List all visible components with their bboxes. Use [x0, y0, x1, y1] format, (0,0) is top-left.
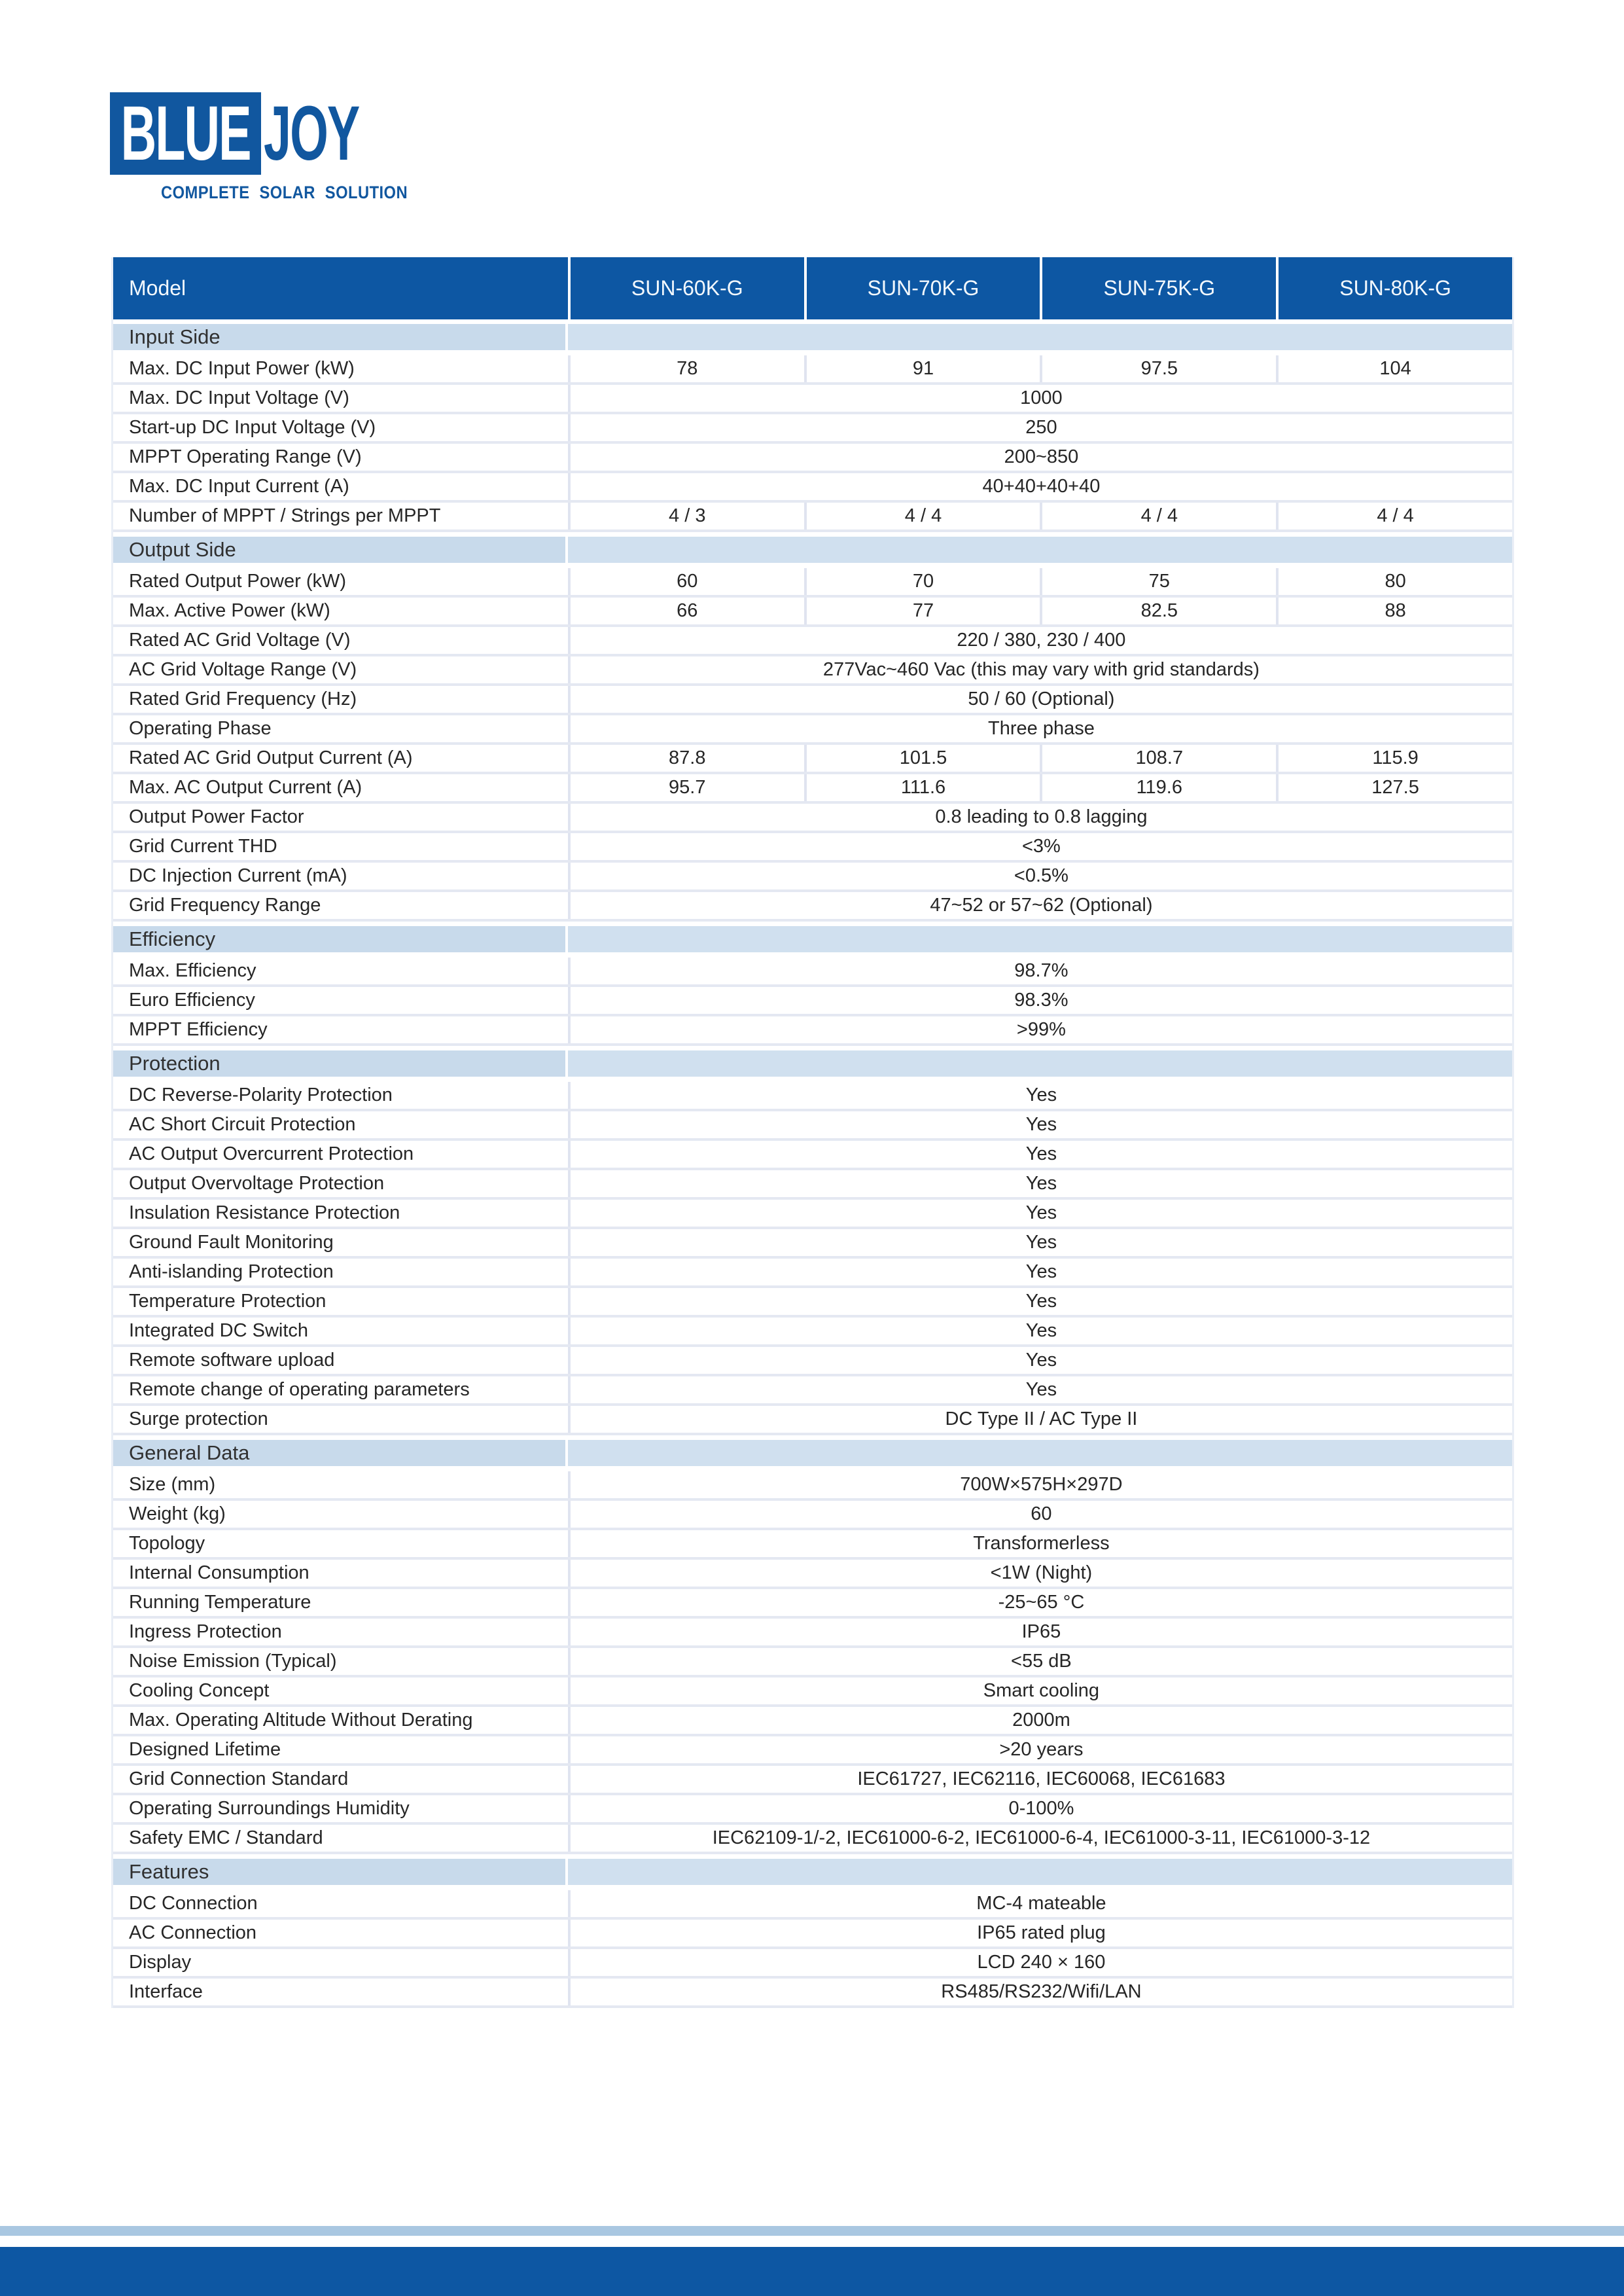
table-row — [113, 686, 1512, 715]
row-label: AC Grid Voltage Range (V) — [129, 659, 357, 680]
table-row — [113, 1825, 1512, 1854]
row-value: 82.5 — [1040, 598, 1276, 624]
table-row — [113, 987, 1512, 1016]
row-value-merged: Yes — [568, 1347, 1512, 1374]
row-value: 4 / 3 — [568, 503, 804, 529]
row-value-merged: LCD 240 × 160 — [568, 1949, 1512, 1976]
row-value-merged: Yes — [568, 1200, 1512, 1227]
section-fill — [568, 1050, 1512, 1077]
table-row — [113, 1111, 1512, 1141]
section-row-input-side — [113, 324, 1512, 350]
row-value-merged: <3% — [568, 833, 1512, 860]
row-label: Rated AC Grid Voltage (V) — [129, 630, 351, 651]
row-label: Operating Phase — [129, 718, 272, 739]
row-value-merged: Yes — [568, 1141, 1512, 1168]
row-value-merged: Yes — [568, 1259, 1512, 1285]
row-value-merged: Transformerless — [568, 1530, 1512, 1557]
row-label: Integrated DC Switch — [129, 1320, 309, 1341]
table-row — [113, 958, 1512, 987]
table-row — [113, 1016, 1512, 1046]
table-row — [113, 745, 1512, 774]
logo-word-joy: JOY — [264, 90, 359, 177]
row-value-merged: 250 — [568, 414, 1512, 441]
table-row — [113, 1318, 1512, 1347]
row-label: Max. DC Input Power (kW) — [129, 358, 355, 379]
row-label: Number of MPPT / Strings per MPPT — [129, 505, 441, 526]
section-title-efficiency: Efficiency — [113, 926, 568, 952]
table-row — [113, 568, 1512, 598]
row-label: Max. Efficiency — [129, 960, 256, 981]
spec-table — [111, 257, 1514, 2008]
table-row — [113, 892, 1512, 922]
logo-tagline: COMPLETE SOLAR SOLUTION — [161, 183, 408, 202]
row-value-merged: 200~850 — [568, 444, 1512, 471]
row-label: AC Connection — [129, 1922, 257, 1943]
table-row — [113, 444, 1512, 473]
table-row — [113, 414, 1512, 444]
row-value-merged: <55 dB — [568, 1648, 1512, 1675]
row-label: Surge protection — [129, 1408, 268, 1429]
section-title-protection: Protection — [113, 1050, 568, 1077]
table-row — [113, 1979, 1512, 2008]
model-name-header-4: SUN-80K-G — [1276, 257, 1512, 319]
model-column-header: Model — [129, 276, 186, 300]
table-row — [113, 1736, 1512, 1766]
row-value: 80 — [1276, 568, 1512, 595]
table-row — [113, 503, 1512, 532]
table-row — [113, 1795, 1512, 1825]
row-label: Max. AC Output Current (A) — [129, 777, 362, 798]
row-value-merged: 700W×575H×297D — [568, 1471, 1512, 1498]
row-label: Topology — [129, 1533, 205, 1554]
table-row — [113, 355, 1512, 385]
row-value-merged: <0.5% — [568, 863, 1512, 889]
row-value-merged: Yes — [568, 1318, 1512, 1344]
table-row — [113, 863, 1512, 892]
row-label: Max. DC Input Current (A) — [129, 476, 349, 497]
logo-blue-box — [110, 92, 261, 175]
table-row — [113, 833, 1512, 863]
row-value-merged: 98.3% — [568, 987, 1512, 1014]
row-label: Internal Consumption — [129, 1562, 309, 1583]
row-label: Max. Active Power (kW) — [129, 600, 330, 621]
table-row — [113, 1141, 1512, 1170]
row-value-merged: MC-4 mateable — [568, 1890, 1512, 1917]
row-value-merged: Yes — [568, 1111, 1512, 1138]
row-value: 4 / 4 — [804, 503, 1040, 529]
row-value-merged: Yes — [568, 1288, 1512, 1315]
row-label: Ingress Protection — [129, 1621, 282, 1642]
row-value-merged: IP65 rated plug — [568, 1920, 1512, 1946]
section-row-efficiency — [113, 926, 1512, 952]
row-label: Max. DC Input Voltage (V) — [129, 387, 349, 408]
section-title-general-data: General Data — [113, 1440, 568, 1466]
table-row — [113, 715, 1512, 745]
table-row — [113, 1259, 1512, 1288]
row-value: 91 — [804, 355, 1040, 382]
row-label: Remote change of operating parameters — [129, 1379, 470, 1400]
row-value: 4 / 4 — [1276, 503, 1512, 529]
row-value-merged: 50 / 60 (Optional) — [568, 686, 1512, 713]
section-fill — [568, 926, 1512, 952]
row-label: DC Connection — [129, 1893, 258, 1914]
model-name-header-1: SUN-60K-G — [568, 257, 804, 319]
row-label: Display — [129, 1952, 192, 1973]
row-value-merged: Three phase — [568, 715, 1512, 742]
row-value-merged: >20 years — [568, 1736, 1512, 1763]
row-value-merged: Yes — [568, 1229, 1512, 1256]
row-value-merged: Yes — [568, 1376, 1512, 1403]
row-value: 104 — [1276, 355, 1512, 382]
row-value-merged: 98.7% — [568, 958, 1512, 984]
row-label: Output Overvoltage Protection — [129, 1173, 385, 1194]
row-value: 127.5 — [1276, 774, 1512, 801]
table-row — [113, 1648, 1512, 1677]
section-title-features: Features — [113, 1859, 568, 1885]
row-value: 111.6 — [804, 774, 1040, 801]
table-row — [113, 656, 1512, 686]
row-value: 4 / 4 — [1040, 503, 1276, 529]
row-label: Max. Operating Altitude Without Derating — [129, 1710, 473, 1731]
row-value-merged: Yes — [568, 1082, 1512, 1109]
table-row — [113, 1707, 1512, 1736]
table-row — [113, 1229, 1512, 1259]
row-label: Weight (kg) — [129, 1503, 226, 1524]
row-value-merged: 47~52 or 57~62 (Optional) — [568, 892, 1512, 919]
row-label: Temperature Protection — [129, 1291, 327, 1312]
row-value-merged: IEC62109-1/-2, IEC61000-6-2, IEC61000-6-4, IEC61000-3-11, IEC61000-3-12 — [568, 1825, 1512, 1852]
section-row-protection — [113, 1050, 1512, 1077]
section-fill — [568, 1859, 1512, 1885]
row-label: Grid Connection Standard — [129, 1768, 349, 1789]
section-row-output-side — [113, 537, 1512, 563]
table-row — [113, 627, 1512, 656]
bluejoy-logo — [110, 92, 442, 203]
row-value-merged: IP65 — [568, 1619, 1512, 1645]
row-label: Running Temperature — [129, 1592, 311, 1613]
table-row — [113, 1619, 1512, 1648]
row-label: Euro Efficiency — [129, 990, 255, 1011]
row-value-merged: 0-100% — [568, 1795, 1512, 1822]
logo-wordmark — [110, 92, 442, 175]
section-row-general-data — [113, 1440, 1512, 1466]
table-row — [113, 598, 1512, 627]
row-value-merged: IEC61727, IEC62116, IEC60068, IEC61683 — [568, 1766, 1512, 1793]
row-label: DC Injection Current (mA) — [129, 865, 347, 886]
section-fill — [568, 537, 1512, 563]
table-row — [113, 1501, 1512, 1530]
row-value-merged: Yes — [568, 1170, 1512, 1197]
row-label: Safety EMC / Standard — [129, 1827, 323, 1848]
row-value-merged: 2000m — [568, 1707, 1512, 1734]
row-value: 119.6 — [1040, 774, 1276, 801]
row-value-merged: 60 — [568, 1501, 1512, 1528]
row-value-merged: 0.8 leading to 0.8 lagging — [568, 804, 1512, 831]
table-row — [113, 1589, 1512, 1619]
model-name-header-3: SUN-75K-G — [1040, 257, 1276, 319]
logo-word-blue: BLUE — [120, 90, 251, 177]
row-value: 88 — [1276, 598, 1512, 624]
row-value: 108.7 — [1040, 745, 1276, 772]
table-row — [113, 1288, 1512, 1318]
footer-light-bar — [0, 2226, 1624, 2236]
section-title-input-side: Input Side — [113, 324, 568, 350]
table-row — [113, 1170, 1512, 1200]
table-row — [113, 1471, 1512, 1501]
row-label: Start-up DC Input Voltage (V) — [129, 417, 376, 438]
table-row — [113, 385, 1512, 414]
row-value: 77 — [804, 598, 1040, 624]
section-row-features — [113, 1859, 1512, 1885]
table-row — [113, 1376, 1512, 1406]
row-value: 97.5 — [1040, 355, 1276, 382]
row-label: Designed Lifetime — [129, 1739, 281, 1760]
section-fill — [568, 1440, 1512, 1466]
table-row — [113, 1949, 1512, 1979]
row-label: MPPT Operating Range (V) — [129, 446, 362, 467]
table-row — [113, 1766, 1512, 1795]
row-label: Remote software upload — [129, 1350, 335, 1371]
table-row — [113, 1560, 1512, 1589]
row-label: Interface — [129, 1981, 203, 2002]
row-value: 66 — [568, 598, 804, 624]
row-label: AC Output Overcurrent Protection — [129, 1143, 414, 1164]
table-row — [113, 804, 1512, 833]
row-label: MPPT Efficiency — [129, 1019, 268, 1040]
table-row — [113, 1200, 1512, 1229]
row-label: Rated Output Power (kW) — [129, 571, 346, 592]
row-value-merged: <1W (Night) — [568, 1560, 1512, 1587]
model-name-header-2: SUN-70K-G — [804, 257, 1040, 319]
section-fill — [568, 324, 1512, 350]
row-label: Size (mm) — [129, 1474, 216, 1495]
row-value-merged: DC Type II / AC Type II — [568, 1406, 1512, 1433]
row-label: Rated Grid Frequency (Hz) — [129, 689, 357, 709]
section-title-output-side: Output Side — [113, 537, 568, 563]
table-row — [113, 1082, 1512, 1111]
table-row — [113, 1677, 1512, 1707]
row-label: DC Reverse-Polarity Protection — [129, 1085, 393, 1105]
row-value-merged: -25~65 °C — [568, 1589, 1512, 1616]
footer-dark-bar — [0, 2247, 1624, 2296]
row-value-merged: >99% — [568, 1016, 1512, 1043]
table-row — [113, 774, 1512, 804]
row-value: 87.8 — [568, 745, 804, 772]
row-label: Noise Emission (Typical) — [129, 1651, 337, 1672]
logo-joy-wrap — [264, 92, 412, 175]
row-value-merged: Smart cooling — [568, 1677, 1512, 1704]
table-row — [113, 1890, 1512, 1920]
row-value: 95.7 — [568, 774, 804, 801]
row-label: Anti-islanding Protection — [129, 1261, 334, 1282]
row-label: Output Power Factor — [129, 806, 304, 827]
row-value-merged: RS485/RS232/Wifi/LAN — [568, 1979, 1512, 2005]
table-header-row — [113, 257, 1512, 319]
row-value: 75 — [1040, 568, 1276, 595]
row-label: Grid Frequency Range — [129, 895, 321, 916]
row-value-merged: 220 / 380, 230 / 400 — [568, 627, 1512, 654]
table-row — [113, 1920, 1512, 1949]
table-row — [113, 1347, 1512, 1376]
table-row — [113, 1530, 1512, 1560]
row-label: Rated AC Grid Output Current (A) — [129, 747, 413, 768]
row-value-merged: 277Vac~460 Vac (this may vary with grid standards) — [568, 656, 1512, 683]
row-label: Insulation Resistance Protection — [129, 1202, 400, 1223]
row-value: 115.9 — [1276, 745, 1512, 772]
table-row — [113, 473, 1512, 503]
row-label: Grid Current THD — [129, 836, 277, 857]
row-value: 70 — [804, 568, 1040, 595]
row-value: 60 — [568, 568, 804, 595]
row-value: 101.5 — [804, 745, 1040, 772]
row-value-merged: 40+40+40+40 — [568, 473, 1512, 500]
row-label: Cooling Concept — [129, 1680, 270, 1701]
row-value: 78 — [568, 355, 804, 382]
table-row — [113, 1406, 1512, 1435]
row-label: Operating Surroundings Humidity — [129, 1798, 410, 1819]
row-label: AC Short Circuit Protection — [129, 1114, 356, 1135]
row-value-merged: 1000 — [568, 385, 1512, 412]
row-label: Ground Fault Monitoring — [129, 1232, 334, 1253]
